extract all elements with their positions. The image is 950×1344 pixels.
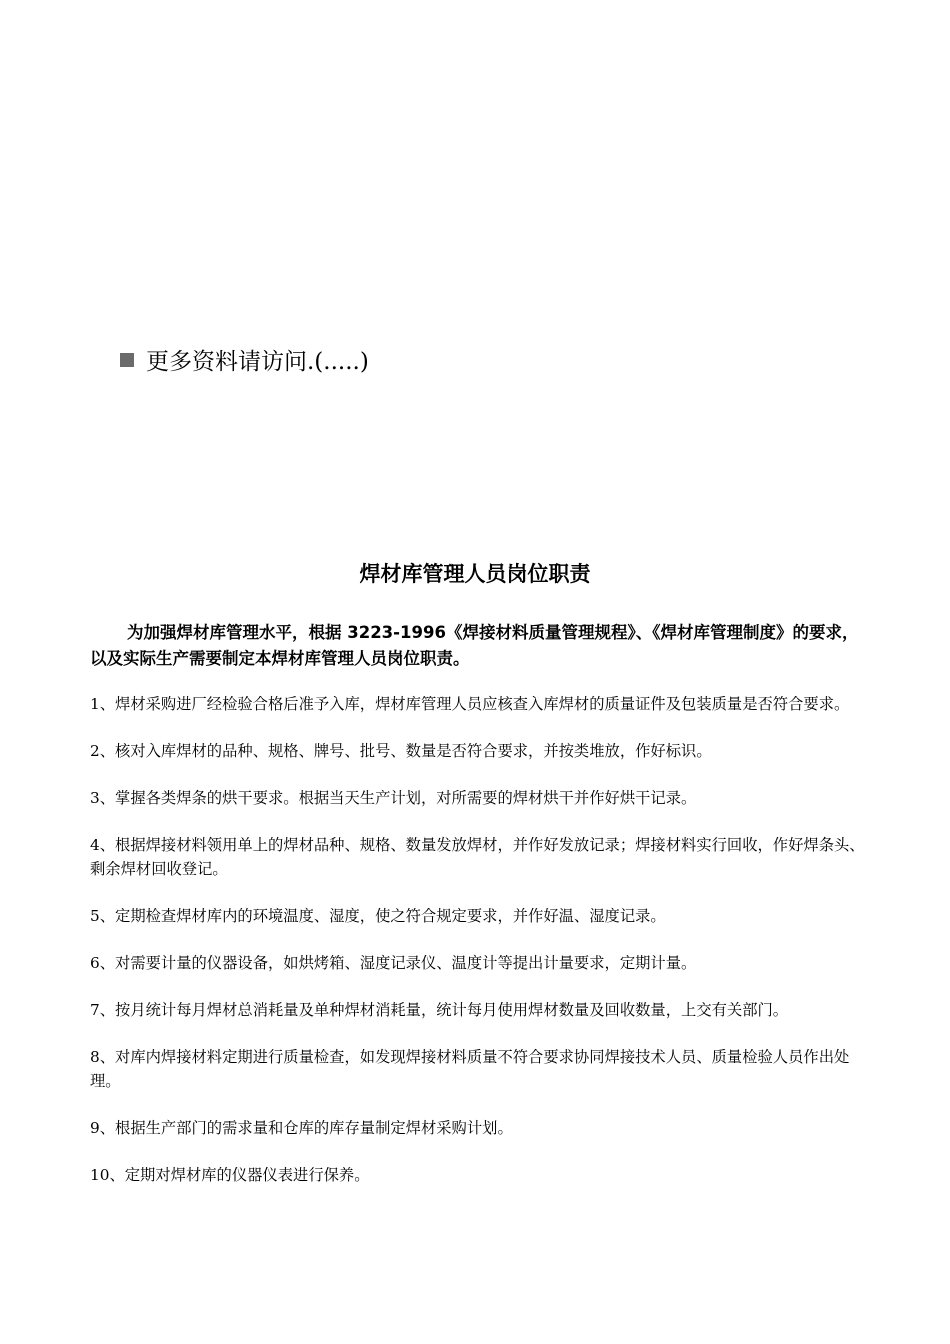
visit-notice	[120, 346, 369, 378]
duty-item-9: 9、根据生产部门的需求量和仓库的库存量制定焊材采购计划。	[90, 1119, 513, 1137]
duty-item-6: 6、对需要计量的仪器设备，如烘烤箱、湿度记录仪、温度计等提出计量要求，定期计量。	[90, 954, 697, 972]
duty-item-10: 10、定期对焊材库的仪器仪表进行保养。	[90, 1166, 370, 1184]
document-title: 焊材库管理人员岗位职责	[359, 562, 591, 586]
visit-notice-text: 更多资料请访问.(.....)	[146, 349, 369, 375]
document-intro: 为加强焊材库管理水平，根据 3223-1996《焊接材料质量管理规程》、《焊材库管理制度》的要求，以及实际生产需要制定本焊材库管理人员岗位职责。	[90, 623, 859, 668]
duty-item-5: 5、定期检查焊材库内的环境温度、湿度，使之符合规定要求，并作好温、湿度记录。	[90, 907, 666, 925]
duty-item-7: 7、按月统计每月焊材总消耗量及单种焊材消耗量，统计每月使用焊材数量及回收数量，上交有关部门。	[90, 1001, 789, 1019]
square-bullet-icon	[120, 353, 134, 367]
duty-item-3: 3、掌握各类焊条的烘干要求。根据当天生产计划，对所需要的焊材烘干并作好烘干记录。	[90, 789, 697, 807]
duty-item-4: 4、根据焊接材料领用单上的焊材品种、规格、数量发放焊材，并作好发放记录；焊接材料实行回收，作好焊条头、剩余焊材回收登记。	[90, 836, 865, 878]
duty-list	[90, 692, 875, 1210]
duty-item-8: 8、对库内焊接材料定期进行质量检查，如发现焊接材料质量不符合要求协同焊接技术人员、质量检验人员作出处理。	[90, 1048, 850, 1090]
duty-item-1: 1、焊材采购进厂经检验合格后准予入库，焊材库管理人员应核查入库焊材的质量证件及包装质量是否符合要求。	[90, 695, 850, 713]
duty-item-2: 2、核对入库焊材的品种、规格、牌号、批号、数量是否符合要求，并按类堆放，作好标识。	[90, 742, 712, 760]
